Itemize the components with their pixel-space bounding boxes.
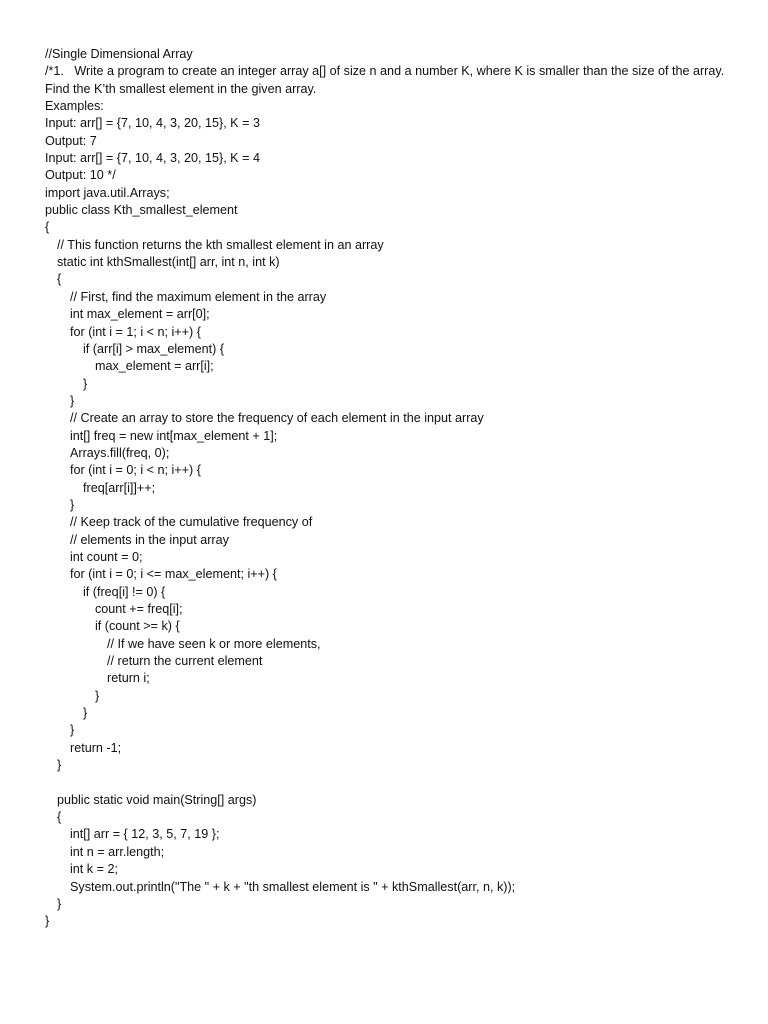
code-line: public static void main(String[] args) [57, 792, 257, 807]
code-line: Arrays.fill(freq, 0); [70, 445, 170, 460]
code-line: for (int i = 0; i <= max_element; i++) { [70, 567, 277, 582]
code-line: static int kthSmallest(int[] arr, int n, int k) [57, 255, 280, 270]
code-line: int[] arr = { 12, 3, 5, 7, 19 }; [70, 827, 220, 842]
code-line: { [57, 272, 62, 287]
code-line: int n = arr.length; [70, 844, 165, 859]
code-line: } [57, 758, 62, 773]
blank-line [45, 774, 735, 791]
code-line: int max_element = arr[0]; [70, 307, 210, 322]
code-line: return i; [107, 671, 150, 686]
code-comment: // First, find the maximum element in the array [70, 289, 327, 304]
code-line: for (int i = 1; i < n; i++) { [70, 324, 201, 339]
code-line: import java.util.Arrays; [45, 185, 170, 200]
code-line: for (int i = 0; i < n; i++) { [70, 463, 201, 478]
code-line: public class Kth_smallest_element [45, 203, 238, 218]
code-line: int k = 2; [70, 862, 118, 877]
code-comment: // Keep track of the cumulative frequency of [70, 515, 313, 530]
example1-input: Input: arr[] = {7, 10, 4, 3, 20, 15}, K = 3 [45, 116, 260, 131]
problem-statement: /*1. Write a program to create an integer array a[] of size n and a number K, where K is smaller than the size of the array. [45, 64, 725, 79]
code-line: freq[arr[i]]++; [83, 480, 156, 495]
code-comment: // If we have seen k or more elements, [107, 636, 321, 651]
code-comment: // Create an array to store the frequency of each element in the input array [70, 411, 484, 426]
code-line: } [83, 376, 88, 391]
code-line: return -1; [70, 740, 122, 755]
example2-output: Output: 10 */ [45, 168, 116, 183]
code-line: } [83, 706, 88, 721]
code-line: int count = 0; [70, 549, 143, 564]
code-line: } [70, 723, 75, 738]
code-line: if (count >= k) { [95, 619, 180, 634]
code-line: { [45, 220, 50, 235]
code-comment: // This function returns the kth smallest element in an array [57, 237, 384, 252]
code-line: max_element = arr[i]; [95, 359, 214, 374]
code-line: { [57, 810, 62, 825]
code-line: System.out.println("The " + k + "th smallest element is " + kthSmallest(arr, n, k)); [70, 879, 516, 894]
code-line: } [95, 688, 100, 703]
problem-task: Find the K’th smallest element in the given array. [45, 81, 317, 96]
doc-heading: //Single Dimensional Array [45, 47, 193, 61]
code-line: } [70, 393, 75, 408]
code-line: count += freq[i]; [95, 602, 183, 616]
code-comment: // return the current element [107, 654, 263, 669]
code-line: } [70, 497, 75, 512]
code-line: if (freq[i] != 0) { [83, 584, 166, 599]
code-line: } [45, 914, 50, 929]
code-line: if (arr[i] > max_element) { [83, 341, 225, 356]
example2-input: Input: arr[] = {7, 10, 4, 3, 20, 15}, K = 4 [45, 151, 260, 166]
example1-output: Output: 7 [45, 133, 97, 148]
examples-label: Examples: [45, 99, 104, 114]
code-comment: // elements in the input array [70, 532, 229, 547]
code-line: } [57, 896, 62, 911]
code-line: int[] freq = new int[max_element + 1]; [70, 428, 278, 443]
document-body [45, 46, 735, 931]
